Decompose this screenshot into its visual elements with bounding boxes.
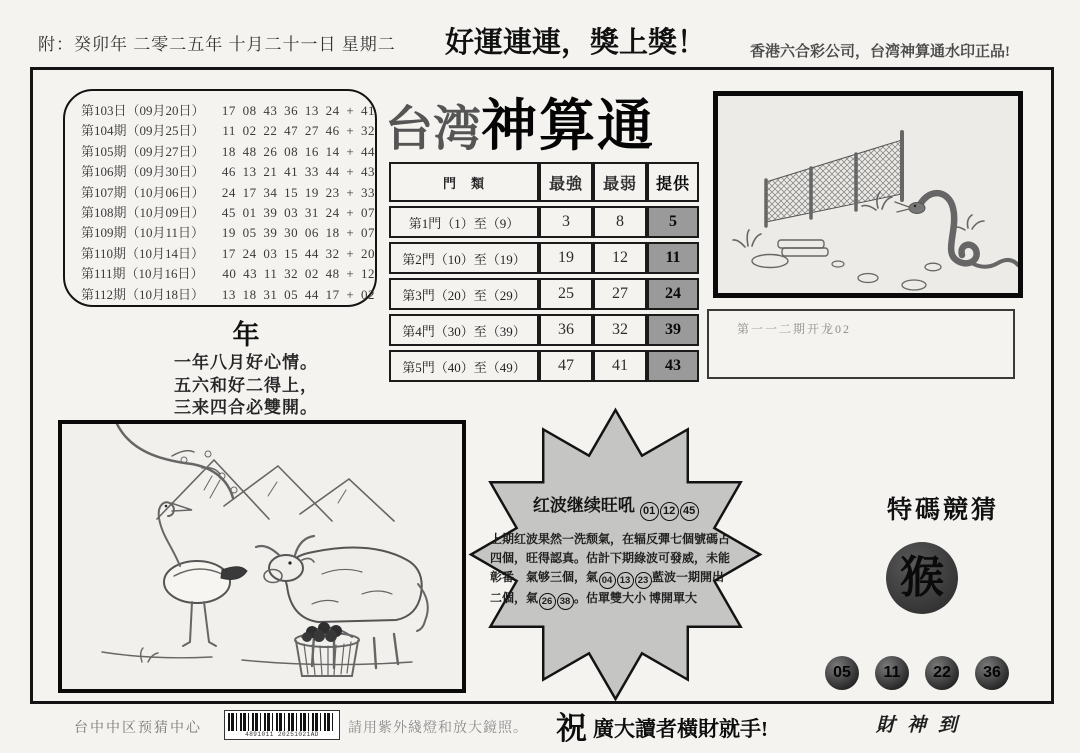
category-row	[389, 242, 699, 274]
number-ball: 36	[975, 656, 1009, 690]
category-tbody	[389, 206, 699, 382]
footer-wish-prefix: 祝	[556, 711, 587, 746]
snake-illustration	[718, 96, 1018, 293]
category-row	[389, 314, 699, 346]
result-numbers: 46 13 21 41 33 44 + 43	[221, 164, 375, 180]
circled-number: 01	[640, 502, 659, 521]
masthead-title	[385, 82, 715, 162]
starburst-body-text: 二個，氣	[490, 591, 539, 605]
masthead-title-bold: 神算通	[481, 96, 656, 158]
starburst-body-text: 彰番，氣够三個，氣	[490, 570, 599, 584]
provided-cell: 24	[647, 278, 699, 310]
result-numbers: 17 24 03 15 44 32 + 20	[221, 245, 375, 261]
barcode-bars	[228, 713, 336, 731]
starburst-body-line	[490, 549, 742, 568]
starburst-body	[490, 530, 742, 610]
poem-heading: 年	[232, 320, 260, 350]
result-row	[81, 285, 375, 305]
starburst-body-text: 四個，旺得認真。估計下期綠波可發威，未能	[490, 551, 731, 565]
result-row	[81, 121, 375, 141]
category-cell: 第3門（20）至（29）	[389, 278, 539, 310]
starburst-body-line	[490, 530, 742, 549]
snake-illustration-panel	[713, 91, 1023, 298]
result-draw-label: 第103日（09月20日）	[81, 103, 205, 118]
special-number-balls	[825, 656, 1045, 690]
weakest-cell: 41	[593, 350, 647, 382]
circled-number: 13	[617, 572, 634, 589]
crane-ox-illustration-panel	[58, 420, 466, 693]
starburst-title-text: 红波继续旺吼	[532, 496, 640, 515]
weakest-cell: 8	[593, 206, 647, 238]
footer-wish	[556, 703, 768, 748]
col-header-weakest: 最弱	[593, 162, 647, 202]
weakest-cell: 27	[593, 278, 647, 310]
result-numbers: 17 08 43 36 13 24 + 41	[221, 103, 375, 118]
result-row	[81, 223, 375, 243]
result-row	[81, 244, 375, 264]
strongest-cell: 25	[539, 278, 593, 310]
poem-line: 五六和好二得上，	[174, 375, 318, 395]
circled-number: 04	[599, 572, 616, 589]
strongest-cell: 36	[539, 314, 593, 346]
barcode	[224, 710, 340, 740]
result-numbers: 18 48 26 08 16 14 + 44	[221, 143, 375, 159]
category-row	[389, 350, 699, 382]
result-row	[81, 183, 375, 203]
masthead-title-light: 台湾	[385, 103, 482, 156]
provided-cell: 5	[647, 206, 699, 238]
col-header-category: 門 類	[389, 162, 539, 202]
result-draw-label: 第108期（10月09日）	[81, 205, 205, 221]
result-draw-label: 第110期（10月14日）	[81, 245, 205, 261]
result-row	[81, 264, 375, 284]
number-ball: 22	[925, 656, 959, 690]
starburst-body-line	[490, 589, 742, 610]
result-caption-text: 第一一二期开龙02	[737, 322, 852, 336]
category-cell: 第4門（30）至（39）	[389, 314, 539, 346]
starburst-body-text: 。估單雙大小 博開單大	[574, 591, 698, 605]
zodiac-seal	[886, 542, 958, 614]
poem-line: 一年八月好心情。	[174, 353, 318, 372]
category-cell: 第2門（10）至（19）	[389, 242, 539, 274]
result-draw-label: 第104期（09月25日）	[81, 123, 205, 139]
strongest-cell: 3	[539, 206, 593, 238]
footer-caishen: 財神到	[876, 715, 970, 736]
circled-number: 45	[680, 502, 699, 521]
number-ball: 05	[825, 656, 859, 690]
starburst-title	[490, 491, 742, 521]
special-guess-heading: 特碼競猜	[886, 497, 999, 524]
barcode-text: 4891011 20251021AD	[245, 731, 319, 738]
footer-wish-text: 廣大讀者橫財就手!	[593, 717, 768, 741]
result-numbers: 11 02 22 47 27 46 + 32	[222, 123, 375, 139]
result-draw-label: 第106期（09月30日）	[81, 164, 205, 180]
result-numbers: 45 01 39 03 31 24 + 07	[221, 205, 375, 221]
result-numbers: 24 17 34 15 19 23 + 33	[221, 184, 375, 200]
category-cell: 第1門（1）至（9）	[389, 206, 539, 238]
circled-number: 23	[635, 572, 652, 589]
col-header-strongest: 最強	[539, 162, 593, 202]
starburst-body-text: 藍波一期開出	[652, 570, 725, 584]
starburst-body-line	[490, 568, 742, 589]
weakest-cell: 12	[593, 242, 647, 274]
provided-cell: 43	[647, 350, 699, 382]
results-rows	[81, 101, 375, 305]
weakest-cell: 32	[593, 314, 647, 346]
starburst-text	[490, 491, 742, 610]
past-results-box	[63, 89, 377, 307]
result-numbers: 13 18 31 05 44 17 + 02	[221, 286, 375, 302]
main-frame	[30, 67, 1054, 704]
header-date-line: 附：癸卯年 二零二五年 十月二十一日 星期二	[38, 35, 396, 54]
crane-ox-illustration	[62, 424, 462, 689]
result-draw-label: 第111期（10月16日）	[81, 266, 204, 282]
number-ball: 11	[875, 656, 909, 690]
starburst-tip	[468, 407, 763, 702]
result-draw-label: 第112期（10月18日）	[81, 286, 205, 302]
result-draw-label: 第107期（10月06日）	[81, 184, 205, 200]
result-row	[81, 142, 375, 162]
result-draw-label: 第109期（10月11日）	[81, 225, 205, 241]
category-cell: 第5門（40）至（49）	[389, 350, 539, 382]
poem-line: 三来四合必雙開。	[174, 398, 318, 417]
result-numbers: 19 05 39 30 06 18 + 07	[221, 225, 375, 241]
zodiac-character: 猴	[900, 553, 944, 602]
result-row	[81, 162, 375, 182]
strongest-cell: 47	[539, 350, 593, 382]
circled-number: 38	[557, 593, 574, 610]
result-row	[81, 101, 375, 121]
category-table	[389, 158, 699, 386]
result-numbers: 40 43 11 32 02 48 + 12	[222, 266, 375, 282]
result-draw-label: 第105期（09月27日）	[81, 143, 205, 159]
header-slogan: 好運連連，獎上獎！	[444, 27, 706, 59]
circled-number: 12	[660, 502, 679, 521]
category-row	[389, 206, 699, 238]
circled-number: 26	[539, 593, 556, 610]
provided-cell: 39	[647, 314, 699, 346]
result-row	[81, 203, 375, 223]
footer-center-name: 台中中区预猜中心	[74, 721, 202, 736]
header-authenticity: 香港六合彩公司，台湾神算通水印正品!	[750, 44, 1010, 60]
result-caption-box	[707, 309, 1015, 379]
footer-uv-note: 請用紫外綫燈和放大鏡照。	[348, 721, 528, 736]
starburst-body-text: 上期红波果然一洗颓氣，在辐反彈七個號碼占	[490, 532, 731, 546]
col-header-provided: 提供	[647, 162, 699, 202]
category-row	[389, 278, 699, 310]
strongest-cell: 19	[539, 242, 593, 274]
provided-cell: 11	[647, 242, 699, 274]
